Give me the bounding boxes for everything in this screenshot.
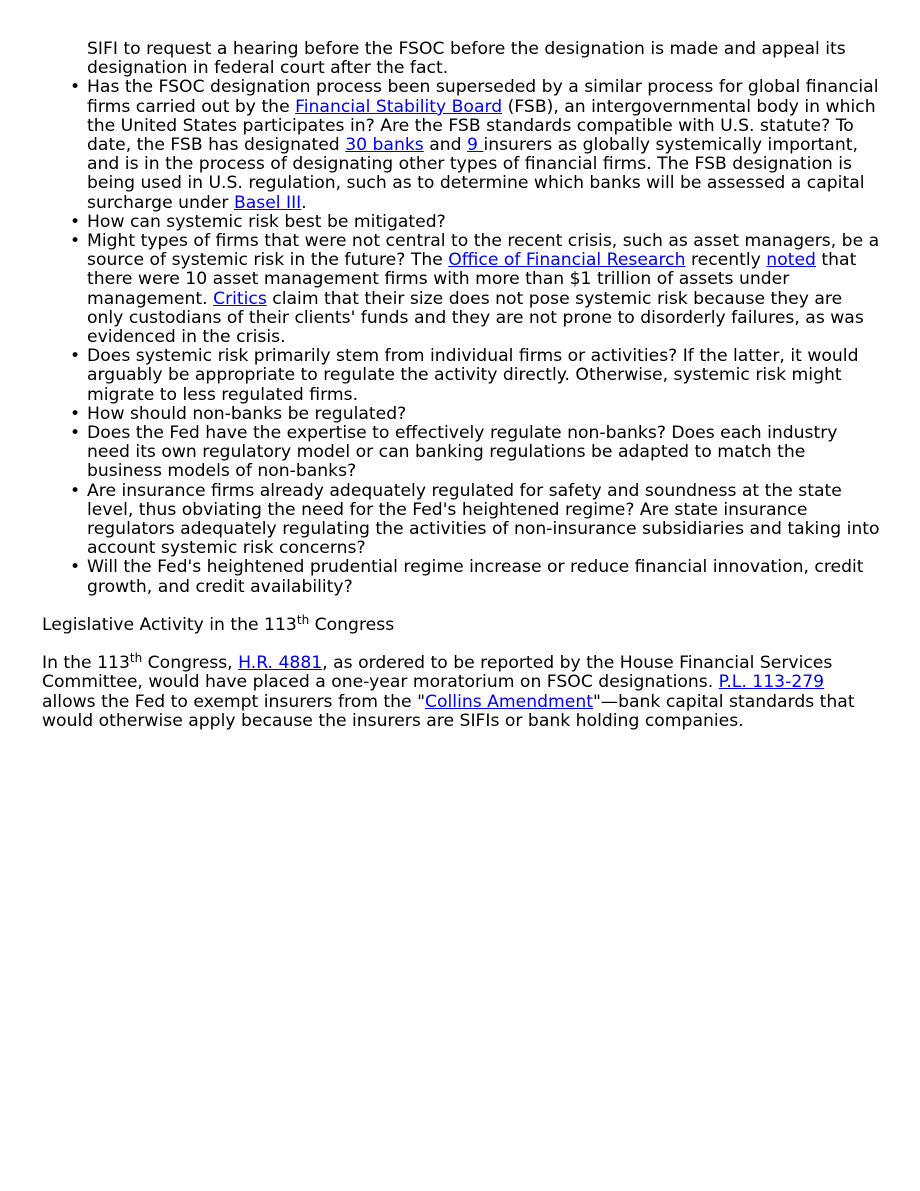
paragraph-text: , as ordered to be reported by the House Financial Services Committee, would have placed a one-year moratorium on FSOC designations. [42,653,833,693]
list-item [87,347,882,405]
section-heading [42,612,882,635]
list-item [87,78,882,212]
heading-text: Congress [309,614,395,635]
list-item-text: Does systemic risk primarily stem from individual firms or activities? If the latter, it would arguably be appropriate to regulate the activity directly. Otherwise, systemic risk might migrate to less regulated firms. [87,346,859,405]
list-item-text: Has the FSOC designation process been superseded by a similar process for global financial firms carried out by the [87,77,879,117]
list-item-continuation [87,40,882,78]
collins-amendment-link[interactable]: Collins Amendment [425,691,593,712]
list-item-text: SIFI to request a hearing before the FSOC before the designation is made and appeal its designation in federal court after the fact. [87,39,846,79]
heading-ordinal-suffix: th [296,612,310,627]
list-item-text: How can systemic risk best be mitigated? [87,211,446,232]
list-item-text: Might types of firms that were not central to the recent crisis, such as asset managers, be a source of systemic risk in the future? The [87,231,880,271]
list-item-text: How should non-banks be regulated? [87,403,407,424]
list-item-text: insurers as globally systemically important, and is in the process of designating other types of financial firms. The FSB designation is being used in U.S. regulation, such as to determine which banks will be assessed a capital surcharge under [87,135,865,213]
paragraph-text: allows the Fed to exempt insurers from the " [42,691,425,712]
hr-4881-link[interactable]: H.R. 4881 [238,653,323,674]
list-item-text: claim that their size does not pose systemic risk because they are only custodians of their clients' funds and they are not prone to disorderly failures, as was evidenced in the crisis. [87,288,864,348]
list-item-text: . [301,192,307,213]
thirty-banks-link[interactable]: 30 banks [345,135,424,156]
legislative-paragraph [42,651,882,731]
pl-113-279-link[interactable]: P.L. 113-279 [718,672,825,693]
paragraph-text: In the 113 [42,653,130,674]
list-item [87,482,882,559]
list-item-text: recently [685,250,767,271]
basel-iii-link[interactable]: Basel III [233,192,302,213]
list-item [87,558,882,596]
list-item-text: and [423,135,468,156]
list-item-text: that there were 10 asset management firms with more than $1 trillion of assets under management. [87,250,857,309]
list-item [87,424,882,482]
office-of-financial-research-link[interactable]: Office of Financial Research [448,250,686,271]
list-item-text: Are insurance firms already adequately regulated for safety and soundness at the state level, thus obviating the need for the Fed's heightened regime? Are state insurance regulators adequately regulating the activities of non-insurance subsidiaries and taking into account systemic risk concerns? [87,480,880,559]
critics-link[interactable]: Critics [213,288,267,309]
question-list [42,40,882,597]
list-item-text: Does the Fed have the expertise to effectively regulate non-banks? Does each industry need its own regulatory model or can banking regulations be adapted to match the business models of non-banks? [87,423,838,482]
nine-insurers-link[interactable]: 9 [467,135,484,156]
list-item [87,213,882,232]
list-item [87,232,882,347]
paragraph-ordinal-suffix: th [129,651,143,666]
noted-link[interactable]: noted [766,250,816,271]
paragraph-text: Congress, [142,653,239,674]
paragraph-text: "—bank capital standards that would otherwise apply because the insurers are SIFIs or bank holding companies. [42,691,855,731]
list-item-text: (FSB), an intergovernmental body in which the United States participates in? Are the FSB standards compatible with U.S. statute? To date, the FSB has designated [87,96,876,156]
list-item [87,405,882,424]
financial-stability-board-link[interactable]: Financial Stability Board [295,96,503,117]
heading-text: Legislative Activity in the 113 [42,614,297,635]
list-item-text: Will the Fed's heightened prudential regime increase or reduce financial innovation, credit growth, and credit availability? [87,557,864,597]
